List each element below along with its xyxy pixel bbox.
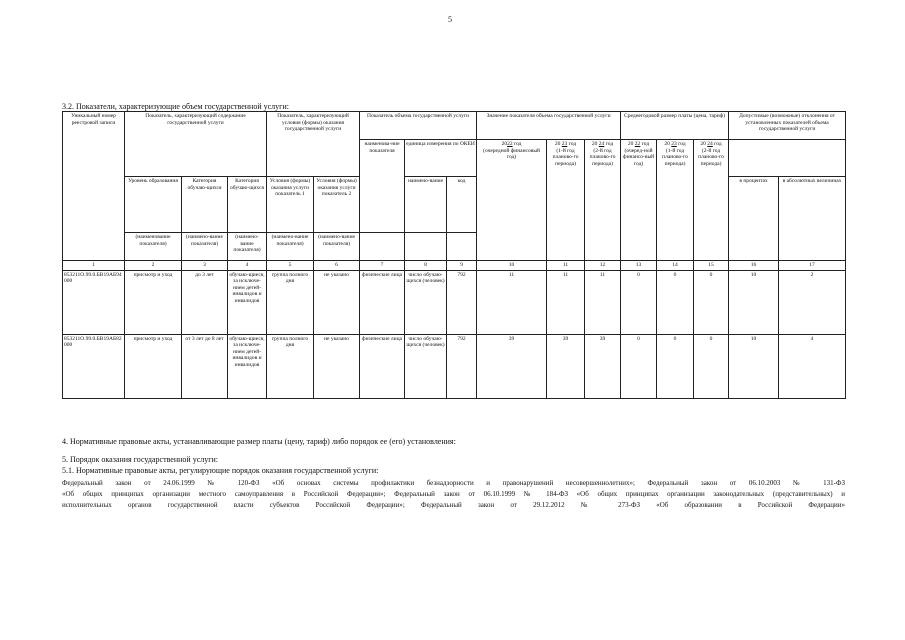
header-volume-indicator: Показатель объема государственной услуги	[360, 112, 477, 140]
column-number-row	[63, 261, 846, 271]
column-number: 7	[360, 261, 405, 271]
table-cell: 0	[621, 270, 657, 334]
header-year-1: 2022 год (очередной финансовый год)	[477, 140, 547, 261]
table-cell: 10	[729, 270, 779, 334]
table-cell: физические лица	[360, 270, 405, 334]
header-unit-okei: единица измерения по ОКЕИ	[405, 140, 477, 177]
table-cell: 2	[779, 270, 846, 334]
section-heading: 3.2. Показатели, характеризующие объем государственной услуги:	[62, 102, 289, 111]
table-cell: 39	[585, 334, 621, 398]
table-cell: не указано	[314, 270, 360, 334]
table-cell: присмотр и уход	[125, 334, 182, 398]
table-cell: 0	[694, 270, 729, 334]
table-cell: группа полного дня	[267, 334, 314, 398]
table-cell: 853211О.99.0.БВ19АБ94000	[63, 270, 125, 334]
table-cell: число обучаю-щихся (человек)	[405, 334, 447, 398]
column-number: 17	[779, 261, 846, 271]
name-spacer-3	[447, 233, 477, 261]
column-number: 9	[447, 261, 477, 271]
name-label-4: (наимено-вание показателя)	[267, 233, 314, 261]
page-number: 5	[448, 15, 452, 24]
header-fee-year-1: 20 22 год (очеред-ной финансо-вый год)	[621, 140, 657, 261]
column-number: 4	[228, 261, 267, 271]
table-cell: 11	[547, 270, 585, 334]
header-conditions-indicator: Показатель, характеризующий условия (формы) оказания государственной услуги	[267, 112, 360, 177]
header-unique-number: Уникальный номер реестровой записи	[63, 112, 125, 261]
header-fee-year-3: 20 24 год (2-й год планово-го периода)	[694, 140, 729, 261]
column-number: 3	[182, 261, 228, 271]
column-number: 13	[621, 261, 657, 271]
subheader-category: Категория обучаю-щихся	[182, 177, 228, 233]
name-label-1: (наименование показателя)	[125, 233, 182, 261]
column-number: 14	[657, 261, 694, 271]
table-cell: 39	[547, 334, 585, 398]
legal-acts-paragraph	[62, 478, 845, 511]
table-row	[63, 270, 846, 334]
table-cell: обучаю-щиеся, за исключе-нием детей-инвалидов и инвалидов	[228, 334, 267, 398]
table-row	[63, 334, 846, 398]
column-number: 2	[125, 261, 182, 271]
table-cell: не указано	[314, 334, 360, 398]
table-cell: 792	[447, 334, 477, 398]
name-spacer-1	[360, 233, 405, 261]
column-number: 12	[585, 261, 621, 271]
paragraph-line: Федеральный закон от 24.06.1999 № 120-ФЗ «Об основах системы профилактики безнадзорности и правонарушений несовершеннолетних»; Федеральный закон от 06.10.2003 № 131-ФЗ	[62, 479, 845, 487]
subheader-level: Уровень образования	[125, 177, 182, 233]
section-5-title: 5. Порядок оказания государственной услуги:	[62, 455, 219, 464]
table-cell: 11	[585, 270, 621, 334]
table-cell: присмотр и уход	[125, 270, 182, 334]
column-number: 8	[405, 261, 447, 271]
table-cell: до 3 лет	[182, 270, 228, 334]
table-cell: 0	[621, 334, 657, 398]
table-cell: группа полного дня	[267, 270, 314, 334]
header-year-3: 20 24 год (2-й год планово-го периода)	[585, 140, 621, 261]
table-cell: 39	[477, 334, 547, 398]
column-number: 1	[63, 261, 125, 271]
header-deviation-spacer	[729, 140, 846, 177]
header-volume-value: Значение показателя объема государственной услуги	[477, 112, 621, 140]
table-cell: 0	[694, 334, 729, 398]
header-fee-year-2: 20 23 год (1-й год планово-го периода)	[657, 140, 694, 261]
paragraph-line: «Об общих принципах организации местного самоуправления в Российской Федерации»; Федеральный закон от 06.10.1999 № 184-ФЗ «Об общих принципах организации законодательных (представительных) и	[62, 490, 845, 498]
table-cell: 4	[779, 334, 846, 398]
table-cell: 0	[657, 334, 694, 398]
volume-indicators-table	[62, 111, 845, 399]
table-cell: 0	[657, 270, 694, 334]
header-year-2: 20 23 год (1-й год планово-го периода)	[547, 140, 585, 261]
header-content-indicator: Показатель, характеризующий содержание государственной услуги	[125, 112, 267, 177]
table-cell: число обучаю-щихся (человек)	[405, 270, 447, 334]
column-number: 16	[729, 261, 779, 271]
column-number: 10	[477, 261, 547, 271]
table-cell: физические лица	[360, 334, 405, 398]
name-label-2: (наимено-вание показателя)	[182, 233, 228, 261]
table-cell: обучаю-щиеся, за исключе-нием детей-инвалидов и инвалидов	[228, 270, 267, 334]
column-number: 11	[547, 261, 585, 271]
paragraph-line: исполнительных органов государственной власти субъектов Российской Федерации»; Федеральный закон от 29.12.2012 № 273-ФЗ «Об образовании в Российской Федерации»	[62, 501, 845, 509]
column-number: 15	[694, 261, 729, 271]
table-cell: от 3 лет до 8 лет	[182, 334, 228, 398]
section-4-title: 4. Нормативные правовые акты, устанавливающие размер платы (цену, тариф) либо порядок ее (его) установления:	[62, 437, 456, 446]
name-spacer-2	[405, 233, 447, 261]
table-cell: 853211О.99.0.БВ19АБ82000	[63, 334, 125, 398]
header-indicator-name: наименова-ние показателя	[360, 140, 405, 233]
subheader-category-2: Категория обучаю-щихся	[228, 177, 267, 233]
subheader-condition-2: Условия (формы) оказания услуги показатель 2	[314, 177, 360, 233]
header-allowed-deviation: Допустимые (возможные) отклонения от установленных показателей объема государственной услуги	[729, 112, 846, 140]
table-cell: 11	[477, 270, 547, 334]
subheader-condition-1: Условия (формы) оказания услуги показатель 1	[267, 177, 314, 233]
subheader-absolute: в абсолютных величинах	[779, 177, 846, 261]
column-number: 6	[314, 261, 360, 271]
name-label-5: (наимено-вание показателя)	[314, 233, 360, 261]
subheader-unit-name: наимено-вание	[405, 177, 447, 233]
subheader-percent: в процентах	[729, 177, 779, 261]
table-cell: 10	[729, 334, 779, 398]
header-annual-fee: Среднегодовой размер платы (цена, тариф)	[621, 112, 729, 140]
table-cell: 792	[447, 270, 477, 334]
name-label-3: (наимено-вание показателя)	[228, 233, 267, 261]
subheader-unit-code: код	[447, 177, 477, 233]
column-number: 5	[267, 261, 314, 271]
section-5-1-title: 5.1. Нормативные правовые акты, регулирующие порядок оказания государственной услуги:	[62, 466, 379, 475]
